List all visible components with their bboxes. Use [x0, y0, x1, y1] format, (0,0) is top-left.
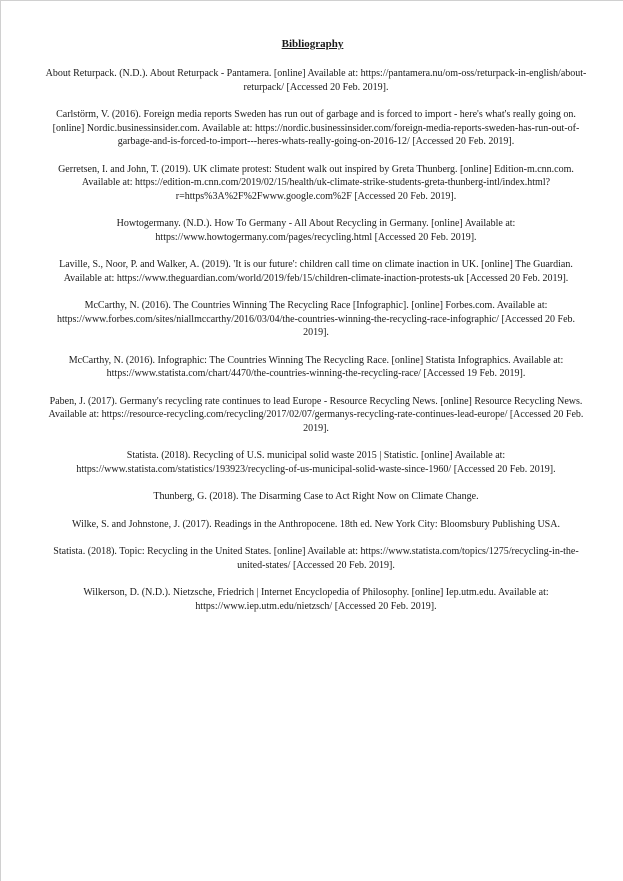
reference-item: Wilke, S. and Johnstone, J. (2017). Readings in the Anthropocene. 18th ed. New York City: Bloomsbury Publishing USA.: [72, 518, 560, 530]
reference-item: Carlstörm, V. (2016). Foreign media reports Sweden has run out of garbage and is forced to import - here's what's really going on. [online] Nordic.businessinsider.com. Available at: https://nordic.businessinsider.com/foreign-media-reports-sweden-has-run-out-of-garbage-and-is-forced-to-import---heres-whats-really-going-on-2016-12/ [Accessed 20 Feb. 2019].: [52, 109, 580, 147]
reference-item: Wilkerson, D. (N.D.). Nietzsche, Friedrich | Internet Encyclopedia of Philosophy. [online] Iep.utm.edu. Available at: https://www.iep.utm.edu/nietzsch/ [Accessed 20 Feb. 2019].: [83, 587, 549, 612]
reference-item: McCarthy, N. (2016). Infographic: The Countries Winning The Recycling Race. [online] Statista Infographics. Available at: https://www.statista.com/chart/4470/the-countries-winning-the-recycling-race/ [Accessed 19 Feb. 2019].: [68, 354, 564, 379]
reference-list: [43, 67, 589, 627]
page-title: Bibliography: [281, 38, 344, 50]
reference-item: Laville, S., Noor, P. and Walker, A. (2019). 'It is our future': children call time on climate inaction in UK. [online] The Guardian. Available at: https://www.theguardian.com/world/2019/feb/15/children-climate-inaction-protests-uk [Accessed 20 Feb. 2019].: [59, 259, 573, 284]
reference-item: About Returpack. (N.D.). About Returpack - Pantamera. [online] Available at: https://pantamera.nu/om-oss/returpack-in-english/about-returpack/ [Accessed 20 Feb. 2019].: [45, 68, 587, 93]
reference-item: Howtogermany. (N.D.). How To Germany - All About Recycling in Germany. [online] Available at: https://www.howtogermany.com/pages/recycling.html [Accessed 20 Feb. 2019].: [116, 218, 516, 243]
reference-item: Gerretsen, I. and John, T. (2019). UK climate protest: Student walk out inspired by Greta Thunberg. [online] Edition-m.cnn.com. Available at: https://edition-m.cnn.com/2019/02/15/health/uk-climate-strike-students-greta-thunberg-intl/index.html?r=https%3A%2F%2Fwww.google.com%2F [Accessed 20 Feb. 2019].: [58, 163, 574, 202]
reference-item: Statista. (2018). Topic: Recycling in the United States. [online] Available at: https://www.statista.com/topics/1275/recycling-in-the-united-states/ [Accessed 20 Feb. 2019].: [53, 546, 579, 571]
reference-item: McCarthy, N. (2016). The Countries Winning The Recycling Race [Infographic]. [online] Forbes.com. Available at: https://www.forbes.com/sites/niallmccarthy/2016/03/04/the-countries-winning-the-recycling-race-infographic/ [Accessed 20 Feb. 2019].: [56, 300, 576, 338]
reference-item: Statista. (2018). Recycling of U.S. municipal solid waste 2015 | Statistic. [online] Available at: https://www.statista.com/statistics/193923/recycling-of-us-municipal-solid-waste-since-1960/ [Accessed 20 Feb. 2019].: [76, 450, 556, 475]
reference-item: Thunberg, G. (2018). The Disarming Case to Act Right Now on Climate Change.: [153, 491, 479, 502]
reference-item: Paben, J. (2017). Germany's recycling rate continues to lead Europe - Resource Recycling News. [online] Resource Recycling News. Available at: https://resource-recycling.com/recycling/2017/02/07/germanys-recycling-rate-continues-lead-europe/ [Accessed 20 Feb. 2019].: [48, 395, 584, 434]
